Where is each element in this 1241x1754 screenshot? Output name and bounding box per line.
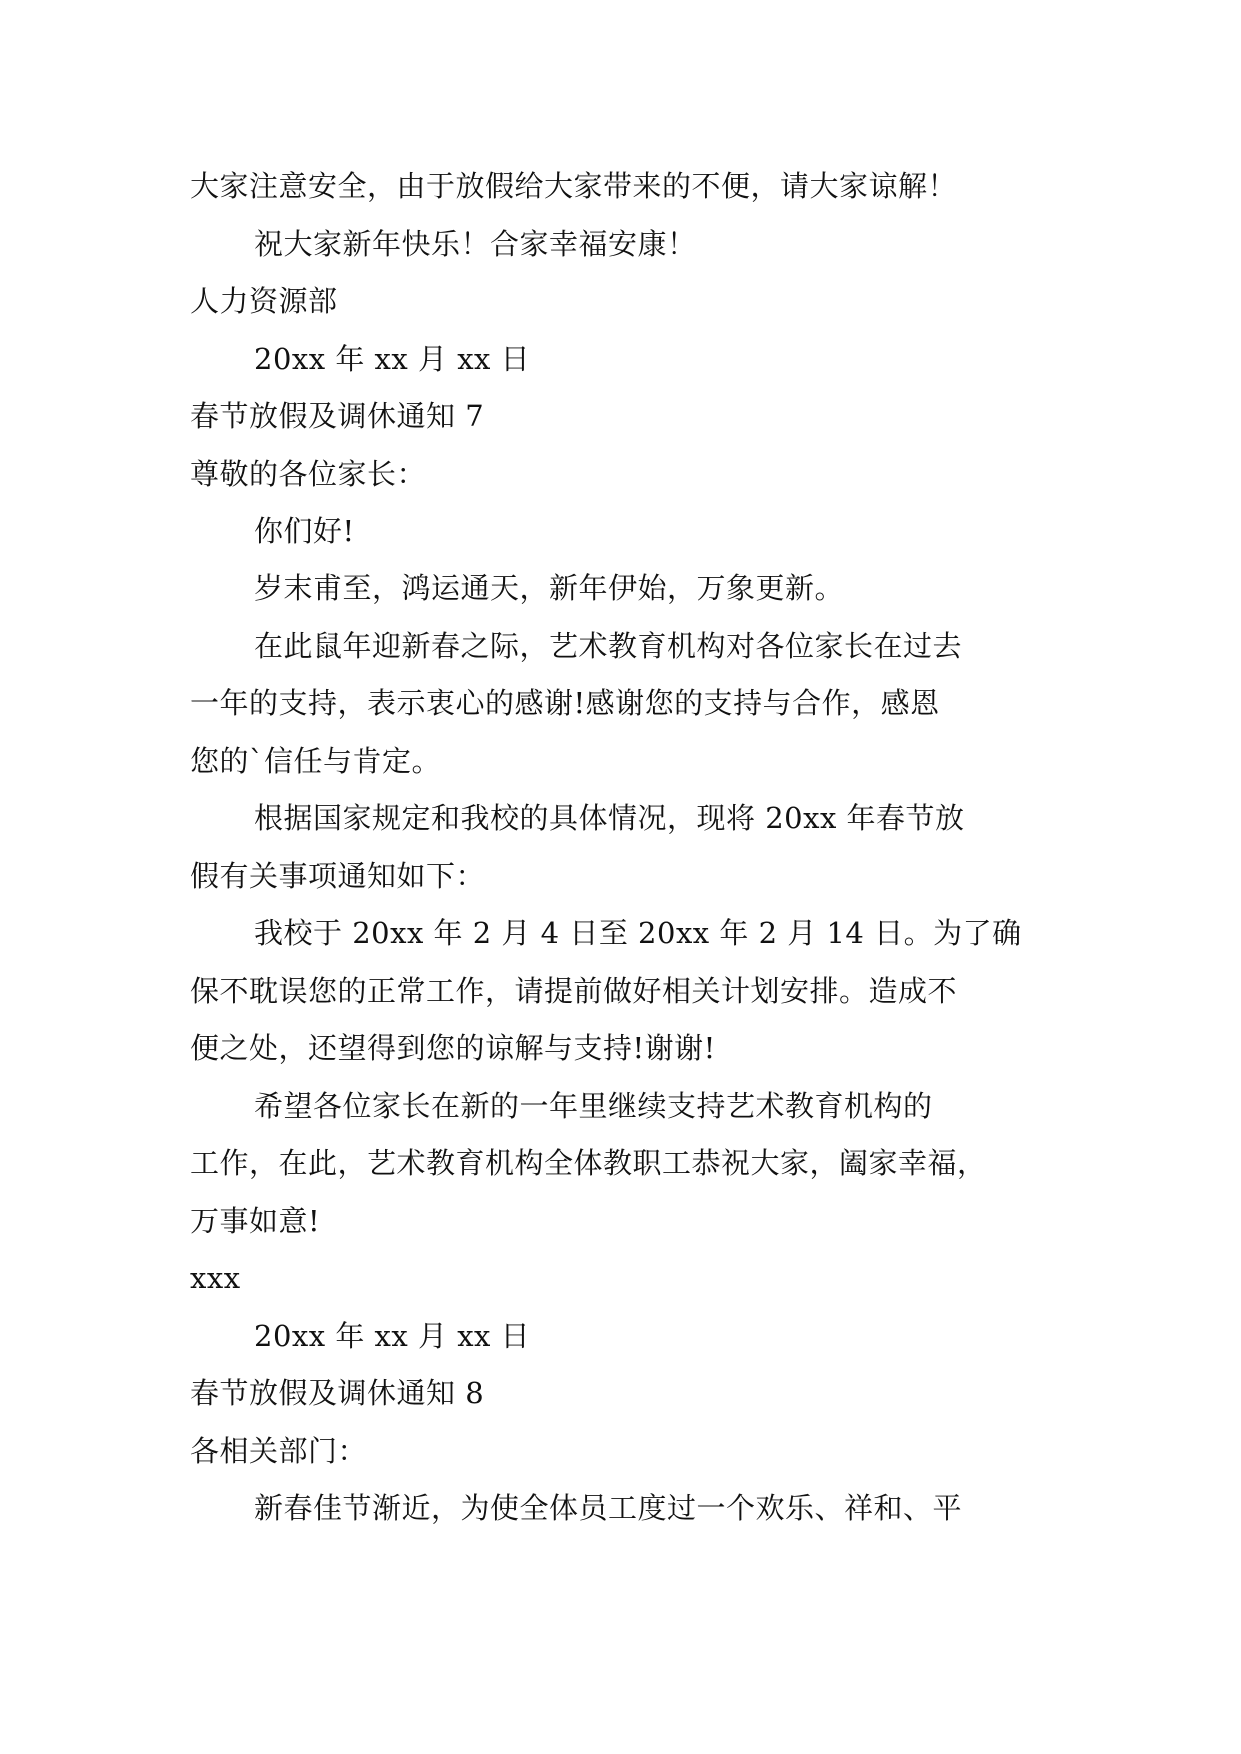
- signature-date: 20xx 年 xx 月 xx 日: [254, 342, 531, 376]
- notice-title: 春节放假及调休通知 7: [190, 399, 485, 433]
- body-text-line: 岁末甫至，鸿运通天，新年伊始，万象更新。: [254, 571, 845, 605]
- body-text-line: 希望各位家长在新的一年里继续支持艺术教育机构的: [254, 1089, 933, 1123]
- body-text-line: 万事如意!: [190, 1204, 321, 1238]
- body-text-line: 假有关事项通知如下：: [190, 859, 486, 893]
- greeting-line: 祝大家新年快乐！合家幸福安康！: [254, 227, 697, 261]
- signature-name: xxx: [190, 1261, 241, 1295]
- body-text-line: 根据国家规定和我校的具体情况，现将 20xx 年春节放: [254, 801, 965, 835]
- body-text-line: 一年的支持，表示衷心的感谢!感谢您的支持与合作，感恩: [190, 686, 940, 720]
- body-text-line: 便之处，还望得到您的谅解与支持!谢谢!: [190, 1031, 716, 1065]
- notice-title: 春节放假及调休通知 8: [190, 1376, 485, 1410]
- body-text-line: 您的`信任与肯定。: [190, 744, 442, 778]
- body-text-line: 保不耽误您的正常工作，请提前做好相关计划安排。造成不: [190, 974, 958, 1008]
- body-text-line: 大家注意安全，由于放假给大家带来的不便，请大家谅解！: [190, 169, 958, 203]
- salutation: 尊敬的各位家长：: [190, 457, 427, 491]
- body-text-line: 工作，在此，艺术教育机构全体教职工恭祝大家，阖家幸福，: [190, 1146, 987, 1180]
- signature-date: 20xx 年 xx 月 xx 日: [254, 1319, 531, 1353]
- body-text-line: 你们好!: [254, 514, 355, 548]
- salutation: 各相关部门：: [190, 1434, 368, 1468]
- signature-department: 人力资源部: [190, 284, 338, 318]
- body-text-line: 我校于 20xx 年 2 月 4 日至 20xx 年 2 月 14 日。为了确: [254, 916, 1022, 950]
- body-text-line: 在此鼠年迎新春之际，艺术教育机构对各位家长在过去: [254, 629, 963, 663]
- body-text-line: 新春佳节渐近，为使全体员工度过一个欢乐、祥和、平: [254, 1491, 963, 1525]
